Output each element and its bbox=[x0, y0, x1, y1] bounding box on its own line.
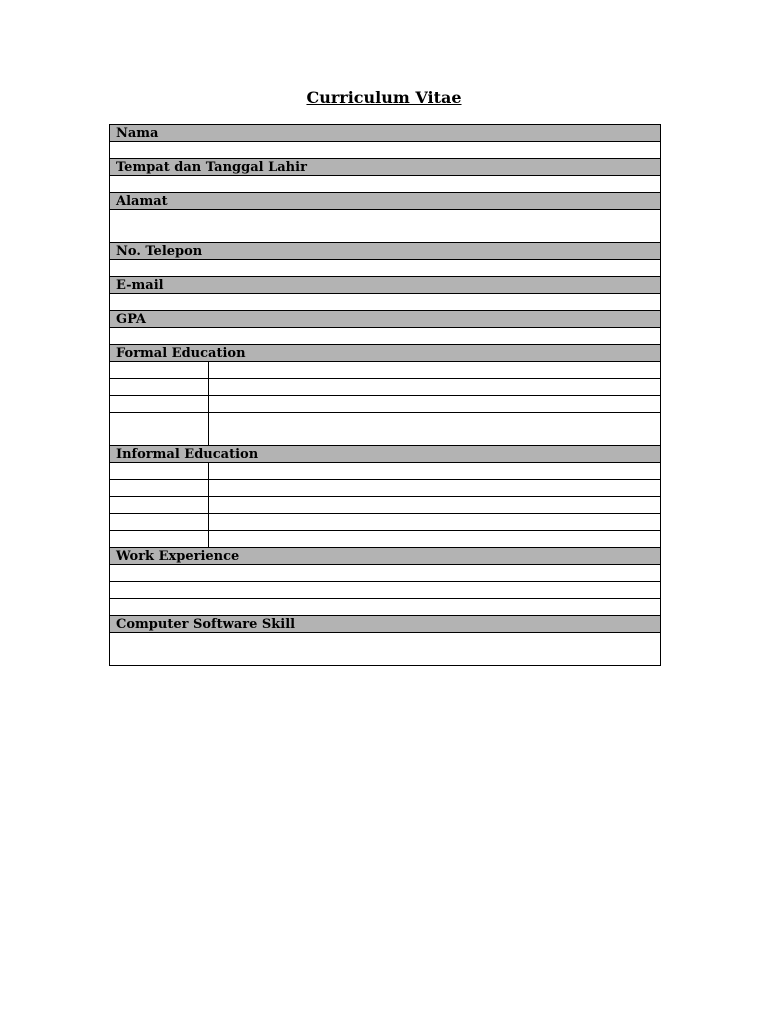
informal-education-detail-cell[interactable] bbox=[209, 531, 661, 548]
formal-education-row bbox=[110, 413, 661, 446]
formal-education-detail-cell[interactable] bbox=[209, 379, 661, 396]
section-header-computer-software-skill bbox=[110, 616, 661, 633]
work-experience-row bbox=[110, 582, 661, 599]
field-no-telepon[interactable] bbox=[110, 260, 661, 277]
field-row-alamat bbox=[110, 210, 661, 243]
formal-education-row bbox=[110, 396, 661, 413]
cv-form-table bbox=[109, 124, 661, 666]
label-informal-education: Informal Education bbox=[110, 446, 661, 463]
field-row-no-telepon bbox=[110, 260, 661, 277]
section-header-no-telepon bbox=[110, 243, 661, 260]
section-header-nama bbox=[110, 125, 661, 142]
page-title: Curriculum Vitae bbox=[306, 88, 462, 107]
section-header-informal-education bbox=[110, 446, 661, 463]
label-alamat: Alamat bbox=[110, 193, 661, 210]
field-gpa[interactable] bbox=[110, 328, 661, 345]
label-email: E-mail bbox=[110, 277, 661, 294]
work-experience-row bbox=[110, 565, 661, 582]
informal-education-row bbox=[110, 514, 661, 531]
label-nama: Nama bbox=[110, 125, 661, 142]
field-alamat[interactable] bbox=[110, 210, 661, 243]
informal-education-year-cell[interactable] bbox=[110, 480, 209, 497]
formal-education-detail-cell[interactable] bbox=[209, 396, 661, 413]
formal-education-year-cell[interactable] bbox=[110, 362, 209, 379]
field-tempat-tanggal-lahir[interactable] bbox=[110, 176, 661, 193]
section-header-work-experience bbox=[110, 548, 661, 565]
section-header-alamat bbox=[110, 193, 661, 210]
formal-education-year-cell[interactable] bbox=[110, 379, 209, 396]
informal-education-year-cell[interactable] bbox=[110, 497, 209, 514]
field-email[interactable] bbox=[110, 294, 661, 311]
label-formal-education: Formal Education bbox=[110, 345, 661, 362]
section-header-gpa bbox=[110, 311, 661, 328]
work-experience-cell[interactable] bbox=[110, 565, 661, 582]
section-header-tempat-tanggal-lahir bbox=[110, 159, 661, 176]
informal-education-detail-cell[interactable] bbox=[209, 463, 661, 480]
label-gpa: GPA bbox=[110, 311, 661, 328]
field-row-computer-software-skill bbox=[110, 633, 661, 666]
formal-education-year-cell[interactable] bbox=[110, 413, 209, 446]
formal-education-year-cell[interactable] bbox=[110, 396, 209, 413]
informal-education-row bbox=[110, 463, 661, 480]
label-no-telepon: No. Telepon bbox=[110, 243, 661, 260]
work-experience-row bbox=[110, 599, 661, 616]
field-row-nama bbox=[110, 142, 661, 159]
work-experience-cell[interactable] bbox=[110, 582, 661, 599]
informal-education-year-cell[interactable] bbox=[110, 514, 209, 531]
informal-education-row bbox=[110, 497, 661, 514]
informal-education-year-cell[interactable] bbox=[110, 531, 209, 548]
work-experience-cell[interactable] bbox=[110, 599, 661, 616]
section-header-formal-education bbox=[110, 345, 661, 362]
informal-education-year-cell[interactable] bbox=[110, 463, 209, 480]
informal-education-row bbox=[110, 531, 661, 548]
label-work-experience: Work Experience bbox=[110, 548, 661, 565]
informal-education-detail-cell[interactable] bbox=[209, 497, 661, 514]
section-header-email bbox=[110, 277, 661, 294]
field-row-email bbox=[110, 294, 661, 311]
formal-education-row bbox=[110, 362, 661, 379]
field-computer-software-skill[interactable] bbox=[110, 633, 661, 666]
label-computer-software-skill: Computer Software Skill bbox=[110, 616, 661, 633]
informal-education-detail-cell[interactable] bbox=[209, 480, 661, 497]
informal-education-detail-cell[interactable] bbox=[209, 514, 661, 531]
field-row-tempat-tanggal-lahir bbox=[110, 176, 661, 193]
field-row-gpa bbox=[110, 328, 661, 345]
formal-education-detail-cell[interactable] bbox=[209, 413, 661, 446]
formal-education-detail-cell[interactable] bbox=[209, 362, 661, 379]
formal-education-row bbox=[110, 379, 661, 396]
label-tempat-tanggal-lahir: Tempat dan Tanggal Lahir bbox=[110, 159, 661, 176]
informal-education-row bbox=[110, 480, 661, 497]
field-nama[interactable] bbox=[110, 142, 661, 159]
